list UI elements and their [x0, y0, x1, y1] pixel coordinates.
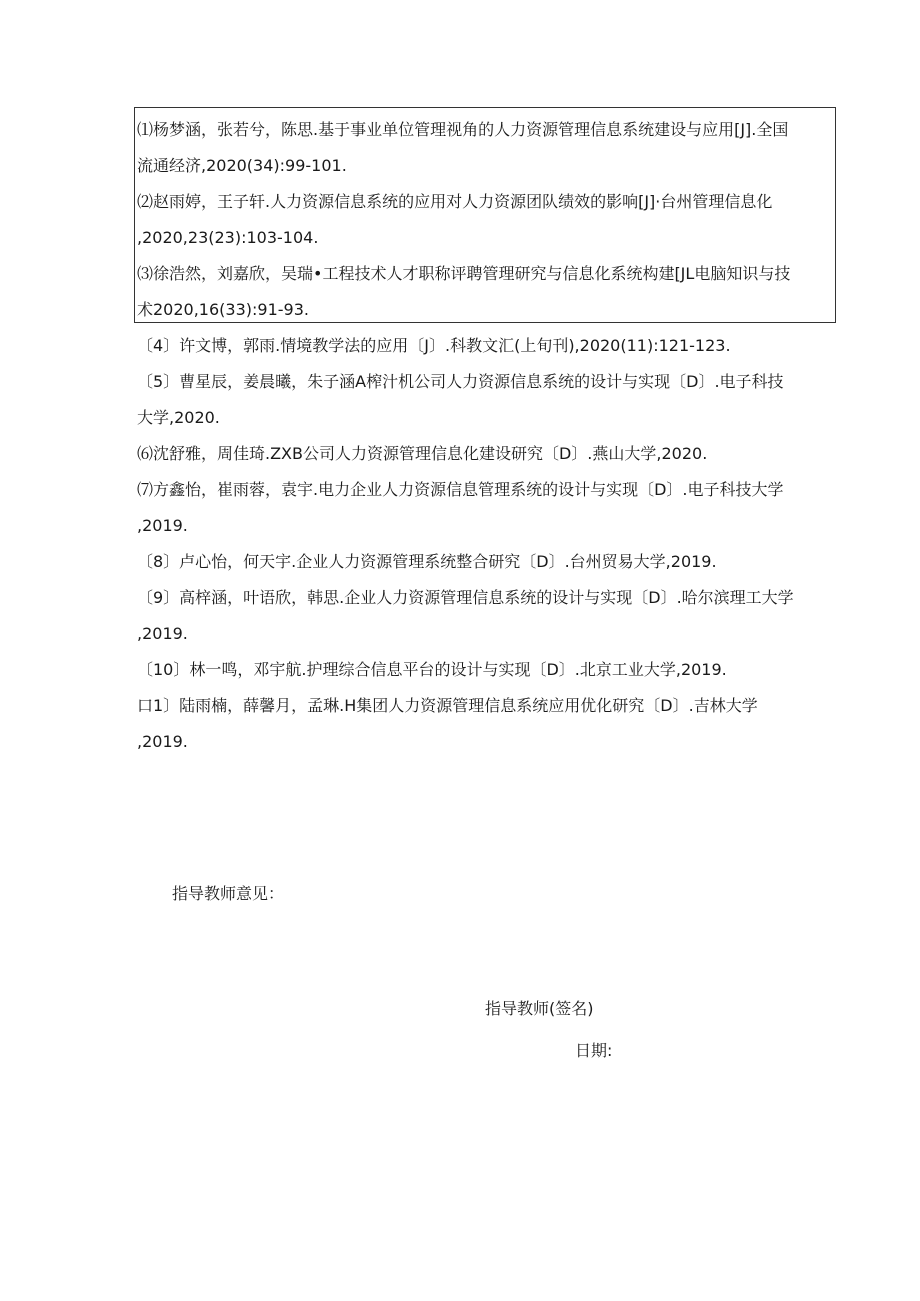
advisor-signature-label: 指导教师(签名) — [485, 999, 594, 1018]
reference-7 — [137, 472, 837, 544]
reference-10 — [137, 652, 837, 688]
reference-1-line-2: 流通经济,2020(34):99-101. — [137, 156, 347, 175]
reference-5 — [137, 364, 837, 436]
date-label: 日期: — [575, 1041, 613, 1060]
reference-9-line-1: 〔9〕高梓涵，叶语欣，韩思.企业人力资源管理信息系统的设计与实现〔D〕.哈尔滨理工大学 — [137, 588, 794, 607]
reference-4-line-1: 〔4〕许文博，郭雨.情境教学法的应用〔J〕.科教文汇(上旬刊),2020(11):121-123. — [137, 336, 731, 355]
reference-2-line-1: ⑵赵雨婷，王子轩.人力资源信息系统的应用对人力资源团队绩效的影响[J]·台州管理信息化 — [137, 192, 773, 211]
reference-1 — [137, 112, 837, 184]
reference-7-line-1: ⑺方鑫怡，崔雨蓉，袁宇.电力企业人力资源信息管理系统的设计与实现〔D〕.电子科技大学 — [137, 480, 784, 499]
reference-8 — [137, 544, 837, 580]
reference-3-line-1: ⑶徐浩然，刘嘉欣，吴瑞•工程技术人才职称评聘管理研究与信息化系统构建[JL电脑知识与技 — [137, 264, 791, 283]
reference-5-line-2: 大学,2020. — [137, 408, 220, 427]
reference-11 — [137, 688, 837, 760]
reference-2-line-2: ,2020,23(23):103-104. — [137, 228, 319, 247]
reference-8-line-1: 〔8〕卢心怡，何天宇.企业人力资源管理系统整合研究〔D〕.台州贸易大学,2019. — [137, 552, 717, 571]
reference-11-line-2: ,2019. — [137, 732, 188, 751]
reference-9 — [137, 580, 837, 652]
reference-10-line-1: 〔10〕林一鸣，邓宇航.护理综合信息平台的设计与实现〔D〕.北京工业大学,2019. — [137, 660, 727, 679]
reference-11-line-1: 口1〕陆雨楠，薛馨月，孟琳.H集团人力资源管理信息系统应用优化研究〔D〕.吉林大学 — [137, 696, 758, 715]
reference-5-line-1: 〔5〕曹星辰，姜晨曦，朱子涵A榨汁机公司人力资源信息系统的设计与实现〔D〕.电子科技 — [137, 372, 784, 391]
reference-1-line-1: ⑴杨梦涵，张若兮，陈思.基于事业单位管理视角的人力资源管理信息系统建设与应用[J].全国 — [137, 120, 789, 139]
reference-4 — [137, 328, 837, 364]
reference-3-line-2: 术2020,16(33):91-93. — [137, 300, 309, 319]
reference-6-line-1: ⑹沈舒雅，周佳琦.ZXB公司人力资源管理信息化建设研究〔D〕.燕山大学,2020. — [137, 444, 708, 463]
reference-9-line-2: ,2019. — [137, 624, 188, 643]
reference-2 — [137, 184, 837, 256]
reference-6 — [137, 436, 837, 472]
reference-7-line-2: ,2019. — [137, 516, 188, 535]
advisor-opinion-label: 指导教师意见： — [172, 884, 285, 903]
reference-3 — [137, 256, 837, 328]
